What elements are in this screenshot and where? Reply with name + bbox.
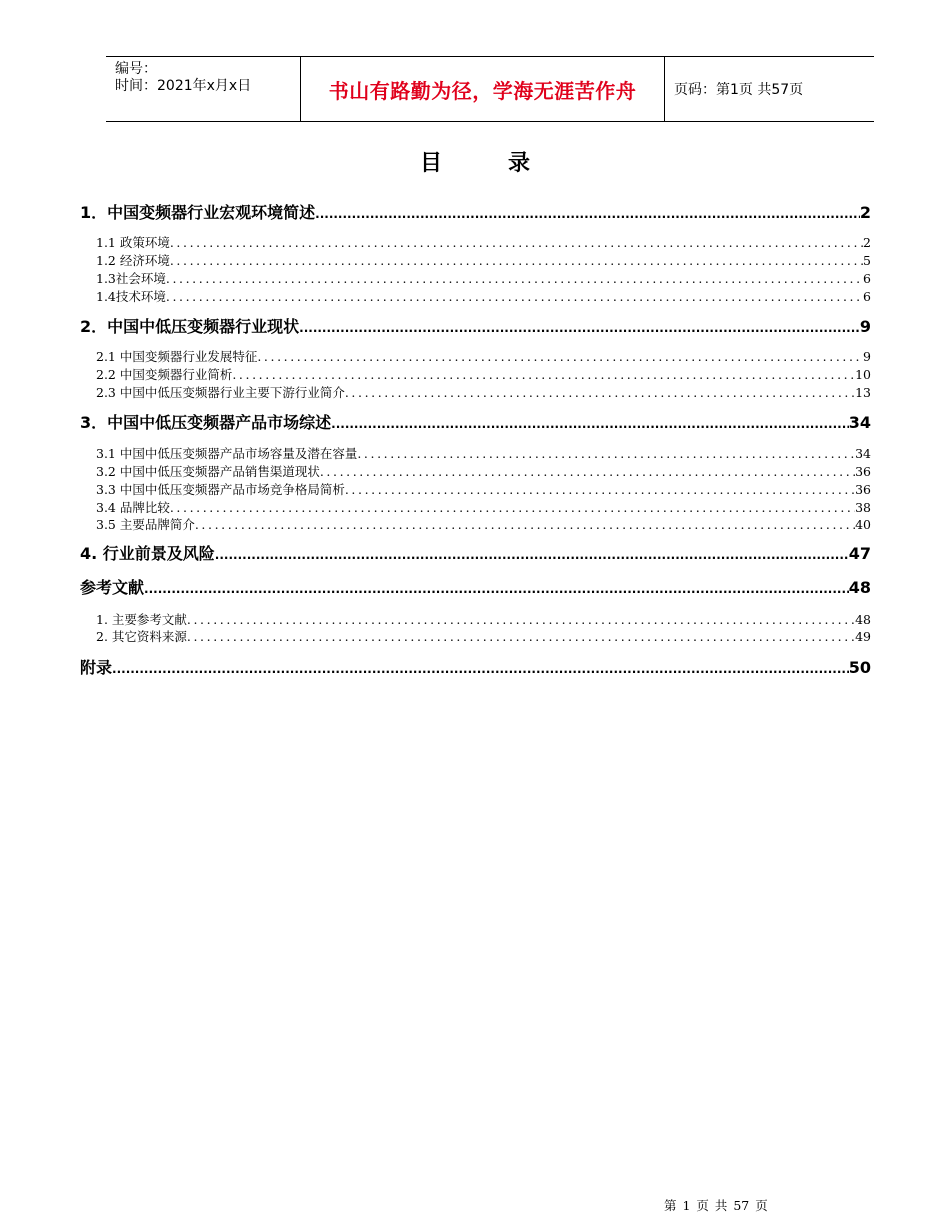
toc-entry[interactable] — [96, 499, 871, 516]
toc-entry[interactable] — [96, 288, 871, 305]
toc-entry-label: 2．中国中低压变频器行业现状 — [80, 317, 300, 336]
toc-entry-page: 6 — [863, 271, 871, 286]
toc-entry-page: 9 — [859, 317, 871, 336]
toc-entry-page: 2 — [859, 203, 871, 222]
toc-title: 目录 — [419, 151, 596, 176]
toc-entry-page: 40 — [855, 517, 871, 532]
toc-entry-page: 2 — [863, 235, 871, 250]
toc-entry-label: 1.3社会环境 — [96, 271, 166, 286]
toc-leader-dots — [112, 658, 849, 679]
toc-entry[interactable] — [80, 577, 871, 599]
toc-leader-dots — [331, 413, 849, 434]
header-motto: 书山有路勤为径，学海无涯苦作舟 — [328, 78, 637, 103]
toc-leader-dots — [187, 628, 855, 645]
toc-entry-page: 9 — [863, 349, 871, 364]
toc-entry-page: 49 — [855, 629, 871, 644]
toc-entry-label: 2.2 中国变频器行业简析 — [96, 367, 233, 382]
toc-entry-page: 34 — [848, 413, 871, 432]
toc-entry-page: 48 — [848, 578, 871, 597]
toc-leader-dots — [144, 578, 849, 599]
toc-entry[interactable] — [96, 234, 871, 251]
toc-entry[interactable] — [96, 481, 871, 498]
toc-entry[interactable] — [80, 202, 871, 224]
toc-entry[interactable] — [96, 348, 871, 365]
toc-leader-dots — [345, 481, 855, 498]
toc-leader-dots — [345, 384, 855, 401]
toc-entry[interactable] — [96, 445, 871, 462]
toc-leader-dots — [232, 366, 855, 383]
toc-entry-label: 1.4技术环境 — [96, 289, 166, 304]
toc-entry-label: 1.1 政策环境 — [96, 235, 170, 250]
toc-leader-dots — [315, 203, 860, 224]
toc-entry[interactable] — [80, 543, 871, 565]
document-time-label: 时间：2021年x月x日 — [115, 78, 252, 94]
toc-entry-label: 3.2 中国中低压变频器产品销售渠道现状 — [96, 464, 320, 479]
toc-entry-label: 3.4 品牌比较 — [96, 500, 170, 515]
toc-leader-dots — [170, 252, 863, 269]
toc-entry-label: 3.5 主要品牌简介 — [96, 517, 195, 532]
page-footer: 第 1 页 共 57 页 — [664, 1198, 768, 1213]
toc-entry-page: 47 — [848, 544, 871, 563]
toc-entry-label: 1．中国变频器行业宏观环境简述 — [80, 203, 316, 222]
toc-leader-dots — [170, 499, 855, 516]
toc-entry-label: 2.3 中国中低压变频器行业主要下游行业简介 — [96, 385, 345, 400]
toc-entry-page: 48 — [855, 612, 871, 627]
toc-entry-label: 2. 其它资料来源 — [96, 629, 187, 644]
toc-entry[interactable] — [96, 516, 871, 533]
toc-leader-dots — [166, 270, 863, 287]
toc-entry-page: 5 — [863, 253, 871, 268]
toc-entry-label: 4. 行业前景及风险 — [80, 544, 215, 563]
toc-entry[interactable] — [96, 270, 871, 287]
toc-entry-page: 10 — [855, 367, 871, 382]
toc-entry[interactable] — [96, 611, 871, 628]
toc-entry-label: 1. 主要参考文献 — [96, 612, 187, 627]
toc-entry[interactable] — [96, 366, 871, 383]
toc-entry-label: 附录 — [80, 658, 113, 677]
toc-entry[interactable] — [80, 316, 871, 338]
toc-entry-label: 3．中国中低压变频器产品市场综述 — [80, 413, 332, 432]
toc-leader-dots — [170, 234, 863, 251]
toc-leader-dots — [195, 516, 855, 533]
toc-entry-page: 50 — [848, 658, 871, 677]
toc-entry-page: 34 — [855, 446, 871, 461]
toc-entry-page: 36 — [855, 464, 871, 479]
toc-entry-label: 1.2 经济环境 — [96, 253, 170, 268]
toc-entry[interactable] — [96, 463, 871, 480]
toc-leader-dots — [320, 463, 855, 480]
document-number-label: 编号： — [115, 61, 157, 77]
toc-leader-dots — [357, 445, 855, 462]
toc-entry[interactable] — [80, 657, 871, 679]
toc-entry[interactable] — [96, 252, 871, 269]
toc-leader-dots — [257, 348, 863, 365]
toc-entry-label: 3.1 中国中低压变频器产品市场容量及潜在容量 — [96, 446, 358, 461]
toc-leader-dots — [187, 611, 855, 628]
toc-leader-dots — [299, 317, 860, 338]
toc-entry-page: 6 — [863, 289, 871, 304]
toc-entry[interactable] — [96, 628, 871, 645]
header-page-label: 页码：第1页 共57页 — [674, 82, 804, 98]
toc-entry[interactable] — [96, 384, 871, 401]
toc-entry[interactable] — [80, 412, 871, 434]
toc-entry-label: 3.3 中国中低压变频器产品市场竞争格局简析 — [96, 482, 345, 497]
toc-entry-page: 13 — [855, 385, 871, 400]
toc-leader-dots — [215, 544, 849, 565]
toc-entry-page: 36 — [855, 482, 871, 497]
toc-entry-label: 参考文献 — [80, 578, 145, 597]
toc-entry-label: 2.1 中国变频器行业发展特征 — [96, 349, 258, 364]
toc-leader-dots — [166, 288, 863, 305]
toc-entry-page: 38 — [855, 500, 871, 515]
